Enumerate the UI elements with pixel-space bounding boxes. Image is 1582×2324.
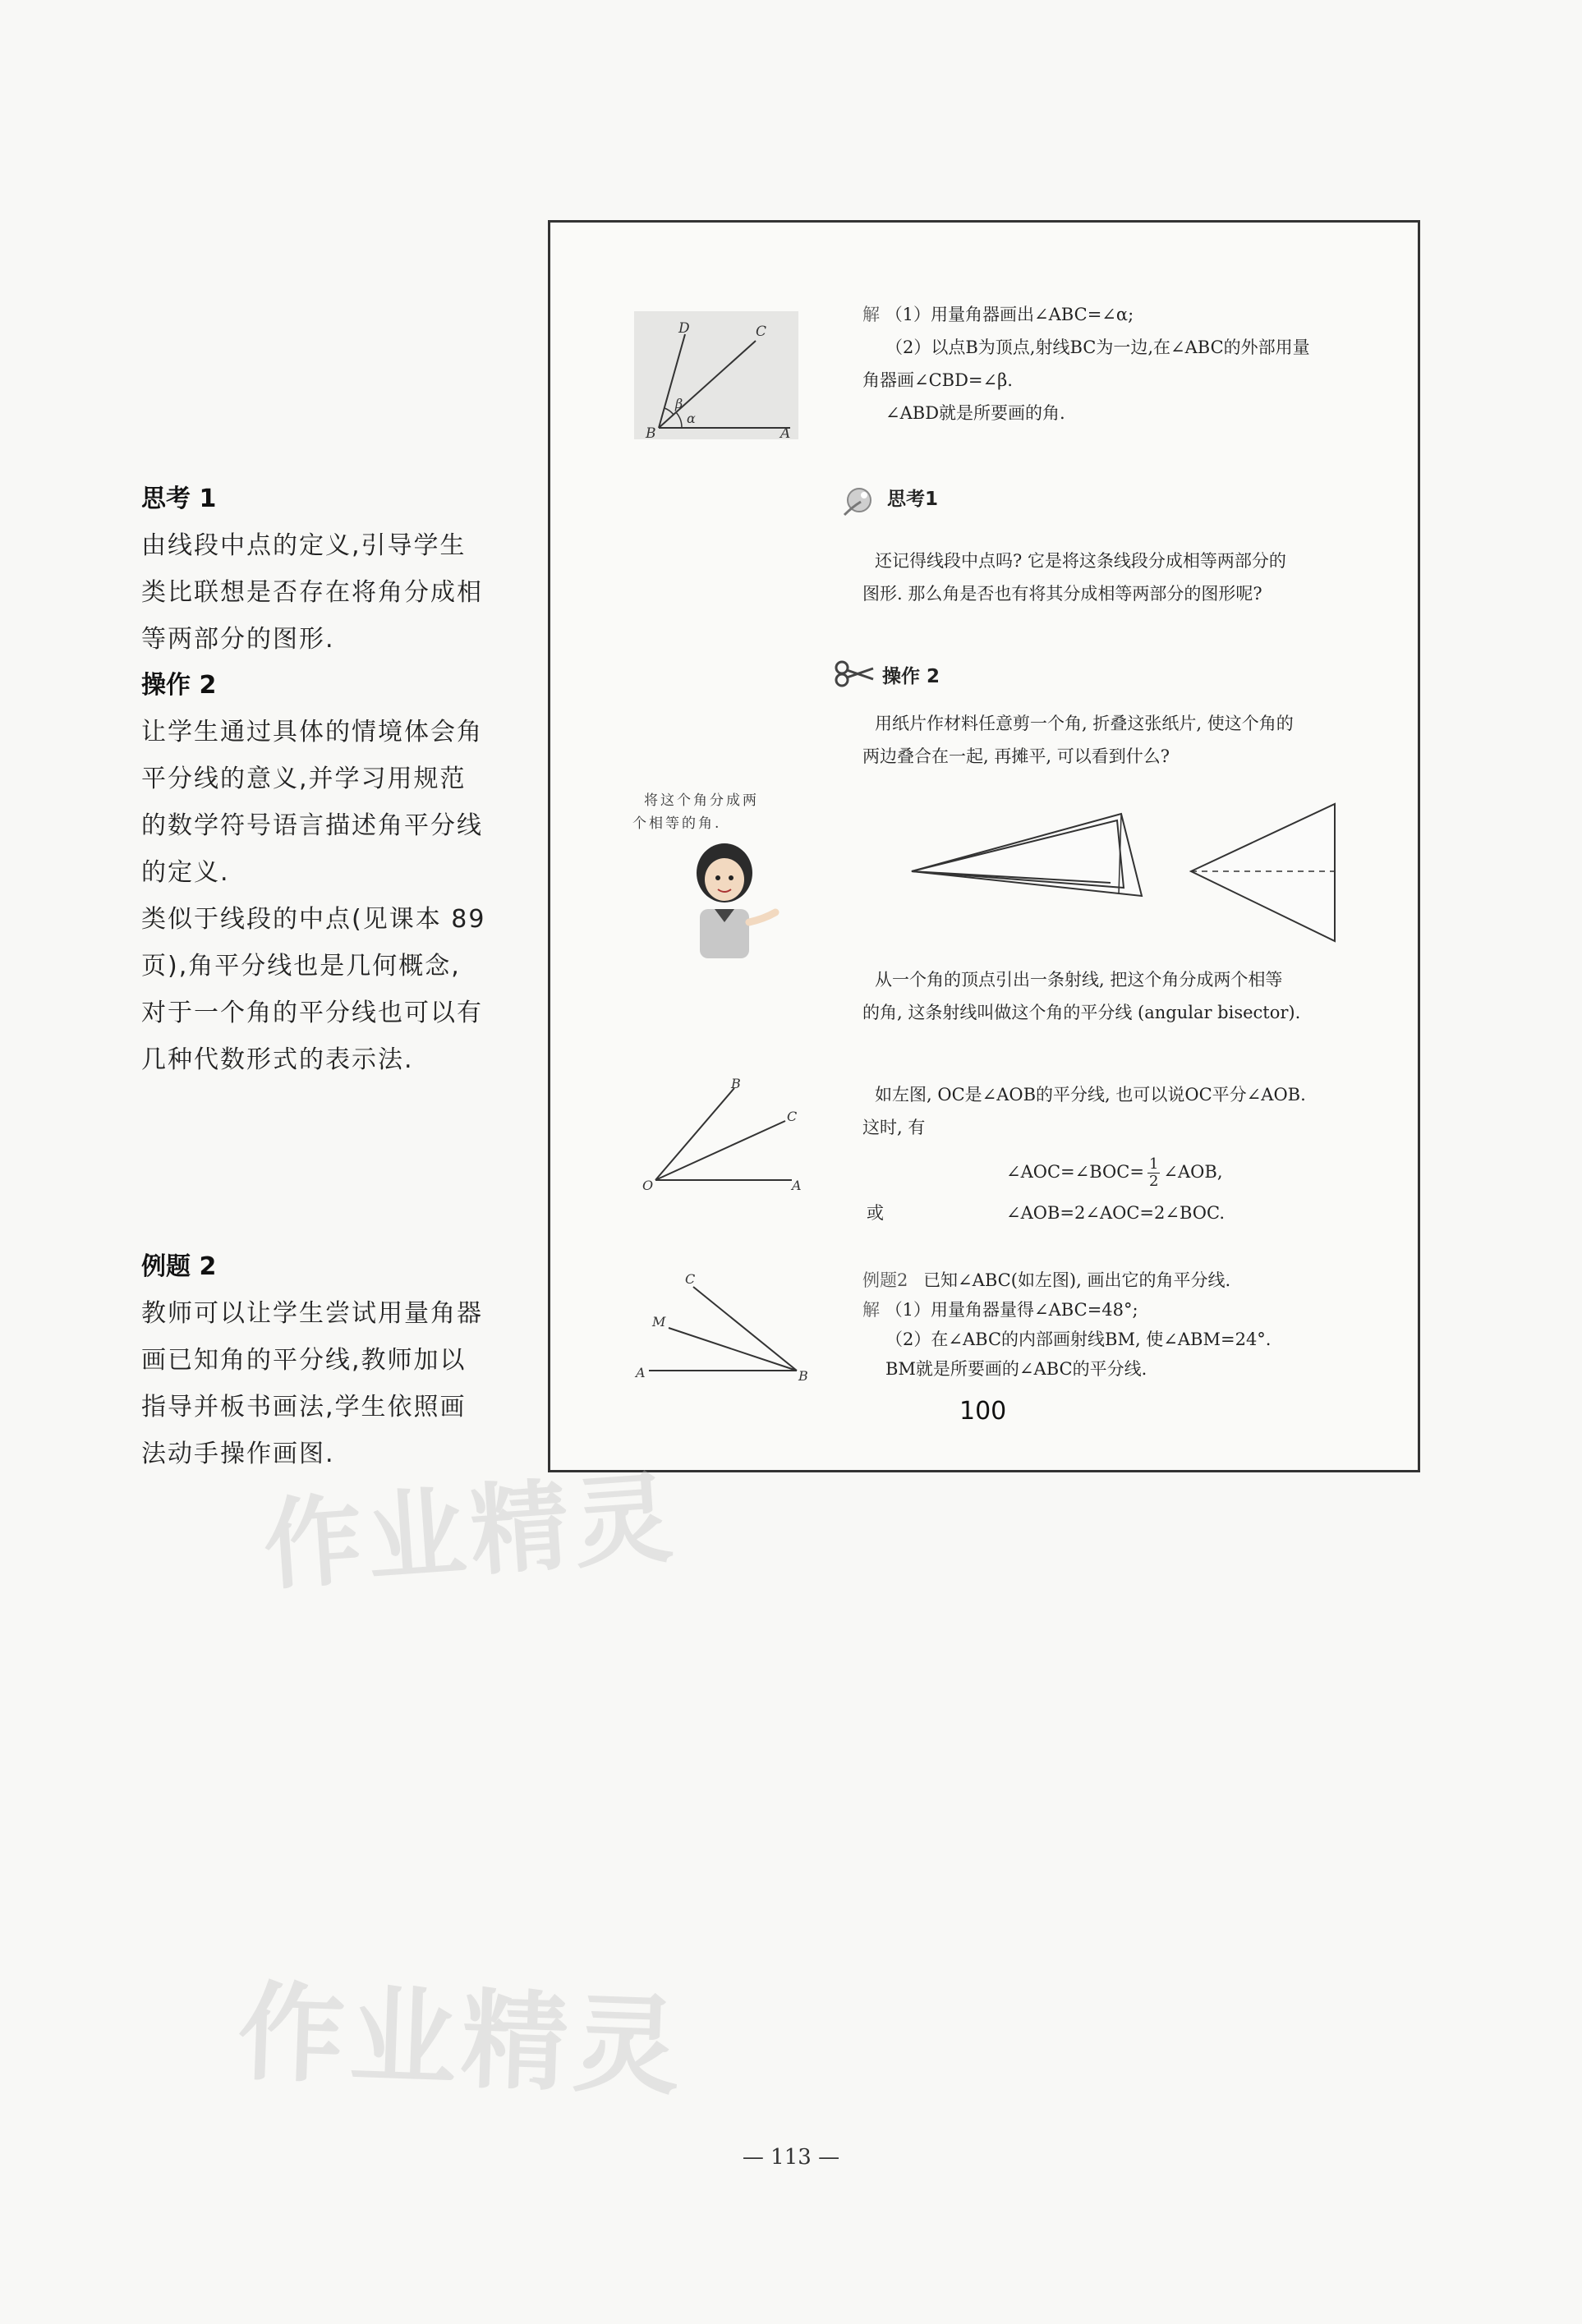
scissors-icon xyxy=(834,659,876,687)
watermark-text: 作业精灵 xyxy=(236,1969,688,2110)
label-alpha: α xyxy=(687,411,696,426)
note-line: 平分线的意义,并学习用规范 xyxy=(141,765,467,793)
note-line: 页),角平分线也是几何概念, xyxy=(141,952,461,981)
note-line: 类似于线段的中点(见课本 89 xyxy=(141,905,486,934)
label-a: A xyxy=(780,425,791,439)
think1-title: 思考1 xyxy=(887,489,939,510)
note-line: 教师可以让学生尝试用量角器 xyxy=(141,1299,483,1328)
bubble-line2: 个相等的角. xyxy=(632,815,722,832)
ray-ob xyxy=(655,1088,734,1180)
definition-line2: 的角, 这条射线叫做这个角的平分线 (angular bisector). xyxy=(862,1003,1301,1022)
note-line: 对于一个角的平分线也可以有 xyxy=(141,999,483,1027)
ray-bc xyxy=(693,1287,797,1371)
fraction-numerator: 1 xyxy=(1148,1155,1159,1173)
example2-question-line xyxy=(862,1264,1230,1297)
margin-notes-example xyxy=(141,1244,527,1477)
ray-bm xyxy=(669,1328,797,1371)
solution1-line3: 角器画∠CBD=∠β. xyxy=(862,370,1013,390)
eq1-right: ∠AOB, xyxy=(1163,1162,1223,1182)
label-a: A xyxy=(792,1178,802,1193)
label-c: C xyxy=(787,1109,798,1124)
bisector-line2: 这时, 有 xyxy=(862,1118,926,1137)
example2-conclusion: BM就是所要画的∠ABC的平分线. xyxy=(885,1359,1147,1379)
bisector-equation2: ∠AOB=2∠AOC=2∠BOC. xyxy=(1006,1203,1225,1223)
op2-title: 操作 2 xyxy=(882,666,940,687)
angle-aob-figure xyxy=(639,1078,803,1193)
note-line: 画已知角的平分线,教师加以 xyxy=(141,1346,467,1375)
folded-paper-figures xyxy=(904,797,1396,953)
margin-notes xyxy=(141,476,527,1083)
think1-line2: 图形. 那么角是否也有将其分成相等两部分的图形呢? xyxy=(862,584,1262,604)
eq1-left: ∠AOC=∠BOC= xyxy=(1006,1162,1144,1182)
example2-step1: （1）用量角器量得∠ABC=48°; xyxy=(885,1300,1138,1320)
thinking-icon xyxy=(839,482,879,518)
example2-step1-line xyxy=(862,1293,1138,1326)
example2-solution-label: 解 xyxy=(862,1300,880,1320)
definition-line1: 从一个角的顶点引出一条射线, 把这个角分成两个相等 xyxy=(875,970,1283,990)
label-a: A xyxy=(636,1365,646,1380)
solution1-line1 xyxy=(862,298,1134,331)
think1-line1: 还记得线段中点吗? 它是将这条线段分成相等两部分的 xyxy=(875,551,1286,571)
watermark-text: 作业精灵 xyxy=(260,1461,681,1605)
page-number: — 113 — xyxy=(742,2145,840,2170)
note-line: 法动手操作画图. xyxy=(141,1440,335,1468)
solution-label: 解 xyxy=(862,305,880,324)
ray-oc xyxy=(655,1121,785,1180)
example2-question: 已知∠ABC(如左图), 画出它的角平分线. xyxy=(923,1270,1231,1290)
note-line: 的数学符号语言描述角平分线 xyxy=(141,811,483,840)
girl-illustration xyxy=(682,840,780,962)
label-m: M xyxy=(652,1314,666,1330)
note-heading: 例题 2 xyxy=(141,1252,217,1281)
label-b: B xyxy=(798,1368,808,1384)
bisector-line1: 如左图, OC是∠AOB的平分线, 也可以说OC平分∠AOB. xyxy=(875,1085,1306,1105)
label-beta: β xyxy=(675,396,683,411)
bubble-line1: 将这个角分成两 xyxy=(644,792,759,809)
note-line: 让学生通过具体的情境体会角 xyxy=(141,718,483,746)
solution1-line4: ∠ABD就是所要画的角. xyxy=(885,403,1065,423)
note-line: 等两部分的图形. xyxy=(141,625,335,654)
op2-line1: 用纸片作材料任意剪一个角, 折叠这张纸片, 使这个角的 xyxy=(875,714,1294,733)
fraction-denominator: 2 xyxy=(1148,1173,1159,1190)
note-line: 几种代数形式的表示法. xyxy=(141,1045,414,1074)
op2-line2: 两边叠合在一起, 再摊平, 可以看到什么? xyxy=(862,746,1170,766)
label-b: B xyxy=(646,425,656,439)
note-heading: 操作 2 xyxy=(141,671,217,700)
bisector-equation1 xyxy=(1006,1155,1223,1190)
example2-step2: （2）在∠ABC的内部画射线BM, 使∠ABM=24°. xyxy=(885,1330,1272,1349)
angle-abc-figure xyxy=(634,1270,815,1385)
textbook-page-frame xyxy=(548,220,1420,1472)
angle-construction-figure xyxy=(634,311,798,439)
solution1-line2: （2）以点B为顶点,射线BC为一边,在∠ABC的外部用量 xyxy=(885,338,1310,357)
note-line: 由线段中点的定义,引导学生 xyxy=(141,531,467,560)
fraction-one-half xyxy=(1147,1156,1160,1190)
inner-page-number: 100 xyxy=(959,1397,1007,1426)
example2-label: 例题2 xyxy=(862,1270,908,1290)
label-d: D xyxy=(678,320,690,337)
or-label: 或 xyxy=(867,1203,884,1223)
label-c: C xyxy=(756,324,767,340)
label-b: B xyxy=(731,1078,741,1091)
label-o: O xyxy=(642,1178,654,1193)
note-line: 类比联想是否存在将角分成相 xyxy=(141,578,483,607)
label-c: C xyxy=(685,1271,696,1287)
note-line: 指导并板书画法,学生依照画 xyxy=(141,1393,467,1421)
note-line: 的定义. xyxy=(141,858,230,887)
note-heading: 思考 1 xyxy=(141,485,217,513)
solution-text: （1）用量角器画出∠ABC=∠α; xyxy=(885,305,1134,324)
